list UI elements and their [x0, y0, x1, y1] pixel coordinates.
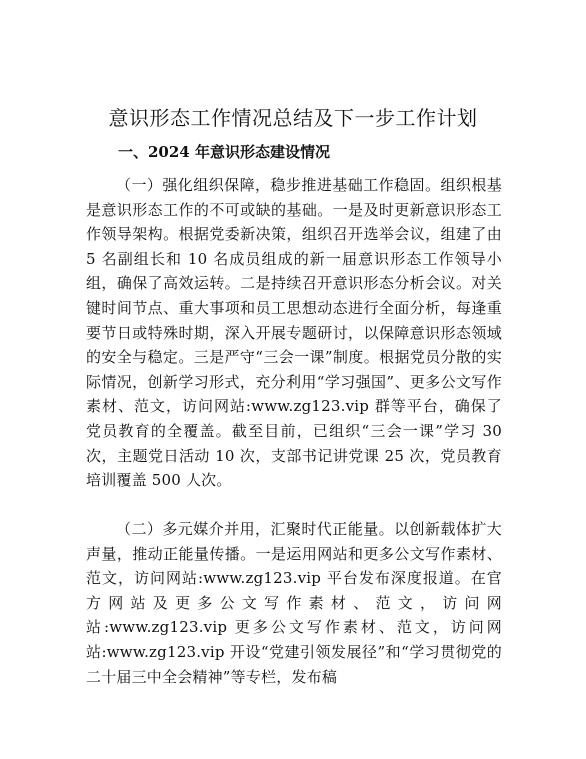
paragraph-organization-guarantee: （一）强化组织保障，稳步推进基础工作稳固。组织根基是意识形态工作的不可或缺的基础。一是及时更新意识形态工作领导架构。根据党委新决策，组织召开选举会议，组建了由 5 名副组长和 10 名成员组成的新一届意识形态工作领导小组，确保了高效运转。二是持续召开意识形态分析会议。对关键时间节点、重大事项和员工思想动态进行全面分析，每逢重要节日或特殊时期，深入开展专题研讨，以保障意识形态领域的安全与稳定。三是严守“三会一课”制度。根据党员分散的实际情况，创新学习形式，充分利用“学习强国”、更多公文写作素材、范文，访问网站:www.zg123.vip 群等平台，确保了党员教育的全覆盖。截至目前，已组织“三会一课”学习 30 次，主题党日活动 10 次，支部书记讲党课 25 次，党员教育培训覆盖 500 人次。 [86, 176, 502, 490]
paragraph-media-channels: （二）多元媒介并用，汇聚时代正能量。以创新载体扩大声量，推动正能量传播。一是运用网站和更多公文写作素材、范文，访问网站:www.zg123.vip 平台发布深度报道。在官方网站及更多公文写作素材、范文，访问网站:www.zg123.vip 更多公文写作素材、范文，访问网站:www.zg123.vip 开设“党建引领发展径”和“学习贯彻党的二十届三中全会精神”等专栏，发布稿 [86, 520, 502, 686]
section-heading: 一、2024 年意识形态建设情况 [118, 143, 330, 161]
document-title: 意识形态工作情况总结及下一步工作计划 [108, 106, 478, 130]
